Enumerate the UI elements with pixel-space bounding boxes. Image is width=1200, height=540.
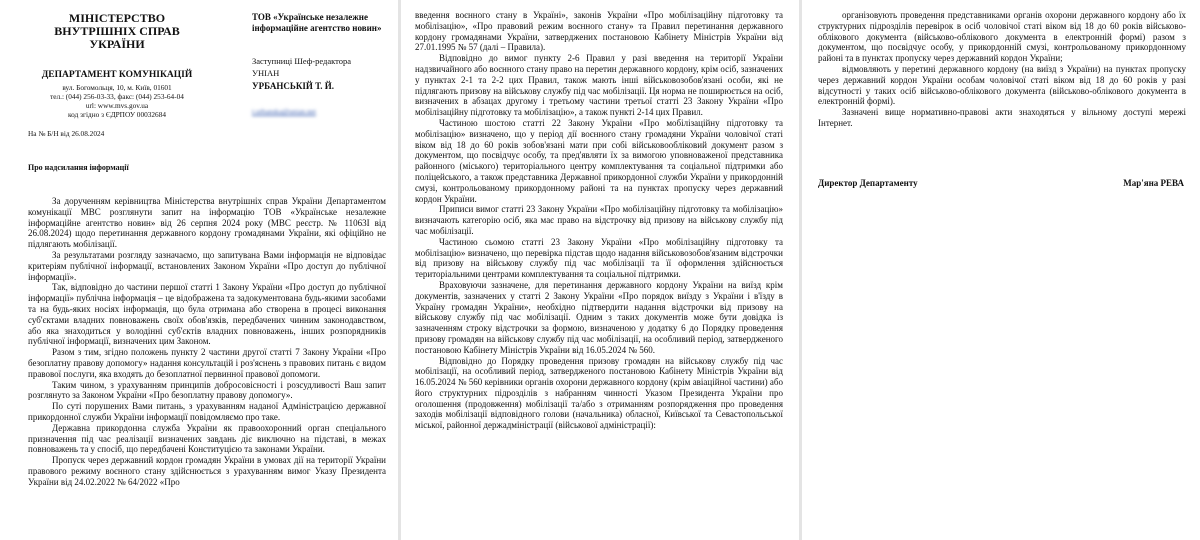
- document-page-1: [0, 0, 398, 540]
- paragraph: Приписи вимог статті 23 Закону України «Про мобілізаційну підготовку та мобілізацію» визначають категорію осіб, яка має право на відстрочку від призову на військову службу під час мобілізації.: [415, 204, 783, 236]
- letter-body-page3: [818, 10, 1186, 129]
- document-page-3: [802, 0, 1200, 540]
- paragraph: Відповідно до Порядку проведення призову громадян на військову службу під час мобілізації, на особливий період, затвердженого постановою Кабінету Міністрів України від 16.05.2024 № 560 керівники органів охорони державного кордону (крім авіаційної частини) або його структурних підрозділів з набранням чинності Указом Президента України про оголошення (продовження) мобілізації та/або з отриманням розпорядження про проведення заходів мобілізації відповідного голови (начальника) обласної, Київської та Севастопольської міської, районної держадміністрації (військової адміністрації):: [415, 355, 783, 431]
- paragraph: Зазначені вище нормативно-правові акти знаходяться у вільному доступі мережі Інтернет.: [818, 107, 1186, 128]
- paragraph: Частиною сьомою статті 23 Закону України «Про мобілізаційну підготовку та мобілізацію» визначено, що перевірка підстав щодо надання військовозобов'язаним відстрочки від призову на військову службу під час мобілізації та її оформлення здійснюється територіальними центрами комплектування та соціальної підтримки.: [415, 236, 783, 280]
- recipient-agency: УНІАН: [252, 68, 280, 78]
- letter-subject: Про надсилання інформації: [28, 163, 129, 172]
- recipient-email: t.urbanska@unian.net: [252, 107, 316, 116]
- website-line: url: www.mvs.gov.ua: [85, 101, 149, 110]
- paragraph: Таким чином, з урахуванням принципів добросовісності і розсудливості Ваш запит розглянуто за Законом України «Про безоплатну правову допомогу».: [28, 379, 386, 401]
- address-line: вул. Богомольця, 10, м. Київ, 01601: [62, 83, 172, 92]
- letter-body-page2: [415, 10, 783, 431]
- recipient-org: ТОВ «Українське незалежне інформаційне агентство новин»: [252, 12, 382, 33]
- paragraph: За результатами розгляду зазначаємо, що запитувана Вами інформація не відповідає критеріям публічної інформації, встановлених Законом України «Про доступ до публічної інформації».: [28, 249, 386, 282]
- paragraph: По суті порушених Вами питань, з урахуванням наданої Адміністрацією державної прикордонної служби України інформації повідомляємо про таке.: [28, 401, 386, 422]
- paragraph: Враховуючи зазначене, для перетинання державного кордону України на виїзд крім документів, зазначених у статті 2 Закону України «Про порядок виїзду з України і в'їзду в Україну громадян України», необхідно підтвердити надання відстрочки від призову на військову службу під час мобілізації. Одним з таких документів може бути довідка із зазначенням строку відстрочки за формою, визначеною у додатку 6 до Порядку проведення призову громадян на військову службу під час мобілізації, на особливий період, затвердженого постановою Кабінету Міністрів України від 16.05.2024 № 560.: [415, 279, 783, 355]
- recipient-name: УРБАНСЬКІЙ Т. Й.: [252, 81, 335, 91]
- ministry-name: МІНІСТЕРСТВО ВНУТРІШНІХ СПРАВ УКРАЇНИ: [54, 11, 180, 51]
- letter-body-page1: [28, 196, 386, 488]
- recipient-position: Заступниці Шеф-редактора: [252, 56, 352, 66]
- paragraph: організовують проведення представниками органів охорони державного кордону або їх структурних підрозділів перевірок в осіб чоловічої статі віком від 18 до 60 років військово-облікового документа (військово-облікового документа в електронній формі) разом з документом, що посвідчує особу, у прикордонній смузі, контрольованому прикордонному районі та в пунктах пропуску через державний кордон України;: [818, 10, 1186, 64]
- signatory-name: Мар'яна РЕВА: [1123, 178, 1184, 188]
- phone-line: тел.: (044) 256-03-33, факс: (044) 253-64-04: [50, 92, 184, 101]
- signatory-title: Директор Департаменту: [818, 178, 918, 188]
- document-page-2: [401, 0, 799, 540]
- paragraph: Пропуск через державний кордон громадян України в умовах дії на території України правового режиму воєнного стану здійснюється з урахуванням вимог Указу Президента України від 24.02.2022 № 64/2022 «Про: [28, 455, 386, 487]
- paragraph: Державна прикордонна служба України як правоохоронний орган спеціального призначення під час реалізації визначених завдань діє виключно на підставі, в межах повноважень та у спосіб, що передбачені Конституцією та законами України.: [28, 422, 386, 455]
- paragraph: Так, відповідно до частини першої статті 1 Закону України «Про доступ до публічної інформації» публічна інформація – це відображена та задокументована будь-якими засобами та на будь-яких носіях інформація, що була отримана або створена в процесі виконання суб'єктами владних повноважень своїх обов'язків, передбачених чинним законодавством, або яка знаходиться у володінні суб'єктів владних повноважень, інших розпорядників публічної інформації, визначених цим Законом.: [28, 282, 386, 347]
- paragraph: Відповідно до вимог пункту 2-6 Правил у разі введення на території України надзвичайного або воєнного стану право на перетин державного кордону, крім осіб, зазначених у пунктах 2-1 та 2-2 цих Правил, також мають інші військовозобов'язані особи, які не підлягають призову на військову службу під час мобілізації. Ця норма не поширюється на осіб, визначених в абзацах другому і третьому частини третьої статті 23 Закону України «Про мобілізаційну підготовку та мобілізацію», а також пункті 2-14 цих Правил.: [415, 53, 783, 118]
- paragraph: відмовляють у перетині державного кордону (на виїзд з України) на пунктах пропуску через державний кордон України особам чоловічої статі віком від 18 до 60 років у разі відсутності у таких осіб військово-облікового документа (військово-облікового документа в електронній формі).: [818, 63, 1186, 107]
- paragraph: введення воєнного стану в Україні», законів України «Про мобілізаційну підготовку та мобілізацію», «Про правовий режим воєнного стану» та Правил перетинання державного кордону громадянами України, затверджених постановою Кабінету Міністрів України від 27.01.1995 № 57 (далі – Правила).: [415, 10, 783, 53]
- paragraph: Разом з тим, згідно положень пункту 2 частини другої статті 7 Закону України «Про безоплатну правову допомогу» надання консультацій і роз'яснень з правових питань є видом правової послуги, яка входять до безоплатної первинної правової допомоги.: [28, 347, 386, 379]
- reference-line: На № Б/Н від 26.08.2024: [28, 129, 105, 138]
- paragraph: За дорученням керівництва Міністерства внутрішніх справ України Департаментом комунікації МВС розглянути запит на інформацію ТОВ «Українське незалежне інформаційне агентство новин» від 26 серпня 2024 року (МВС реєстр. № 11063І від 26.08.2024) щодо перетинання державного кордону громадянами України, які офіційно не підлягають мобілізації.: [28, 196, 386, 250]
- edrpou-line: код згідно з ЄДРПОУ 00032684: [67, 110, 166, 119]
- department-name: ДЕПАРТАМЕНТ КОМУНІКАЦІЙ: [41, 70, 193, 80]
- paragraph: Частиною шостою статті 22 Закону України «Про мобілізаційну підготовку та мобілізацію» визначено, що у період дії воєнного стану громадяни України чоловічої статі віком від 18 до 60 років зобов'язані мати при собі військовообліковий документ разом з документом, що посвідчує особу, та пред'являти їх за вимогою уповноваженої представника районного (міського) територіального центру комплектування та соціальної підтримки або поліцейського, а також представника Державної прикордонної служби України у прикордонній смузі, контрольованому прикордонному районі та на пунктах пропуску через державний кордон України.: [415, 117, 783, 204]
